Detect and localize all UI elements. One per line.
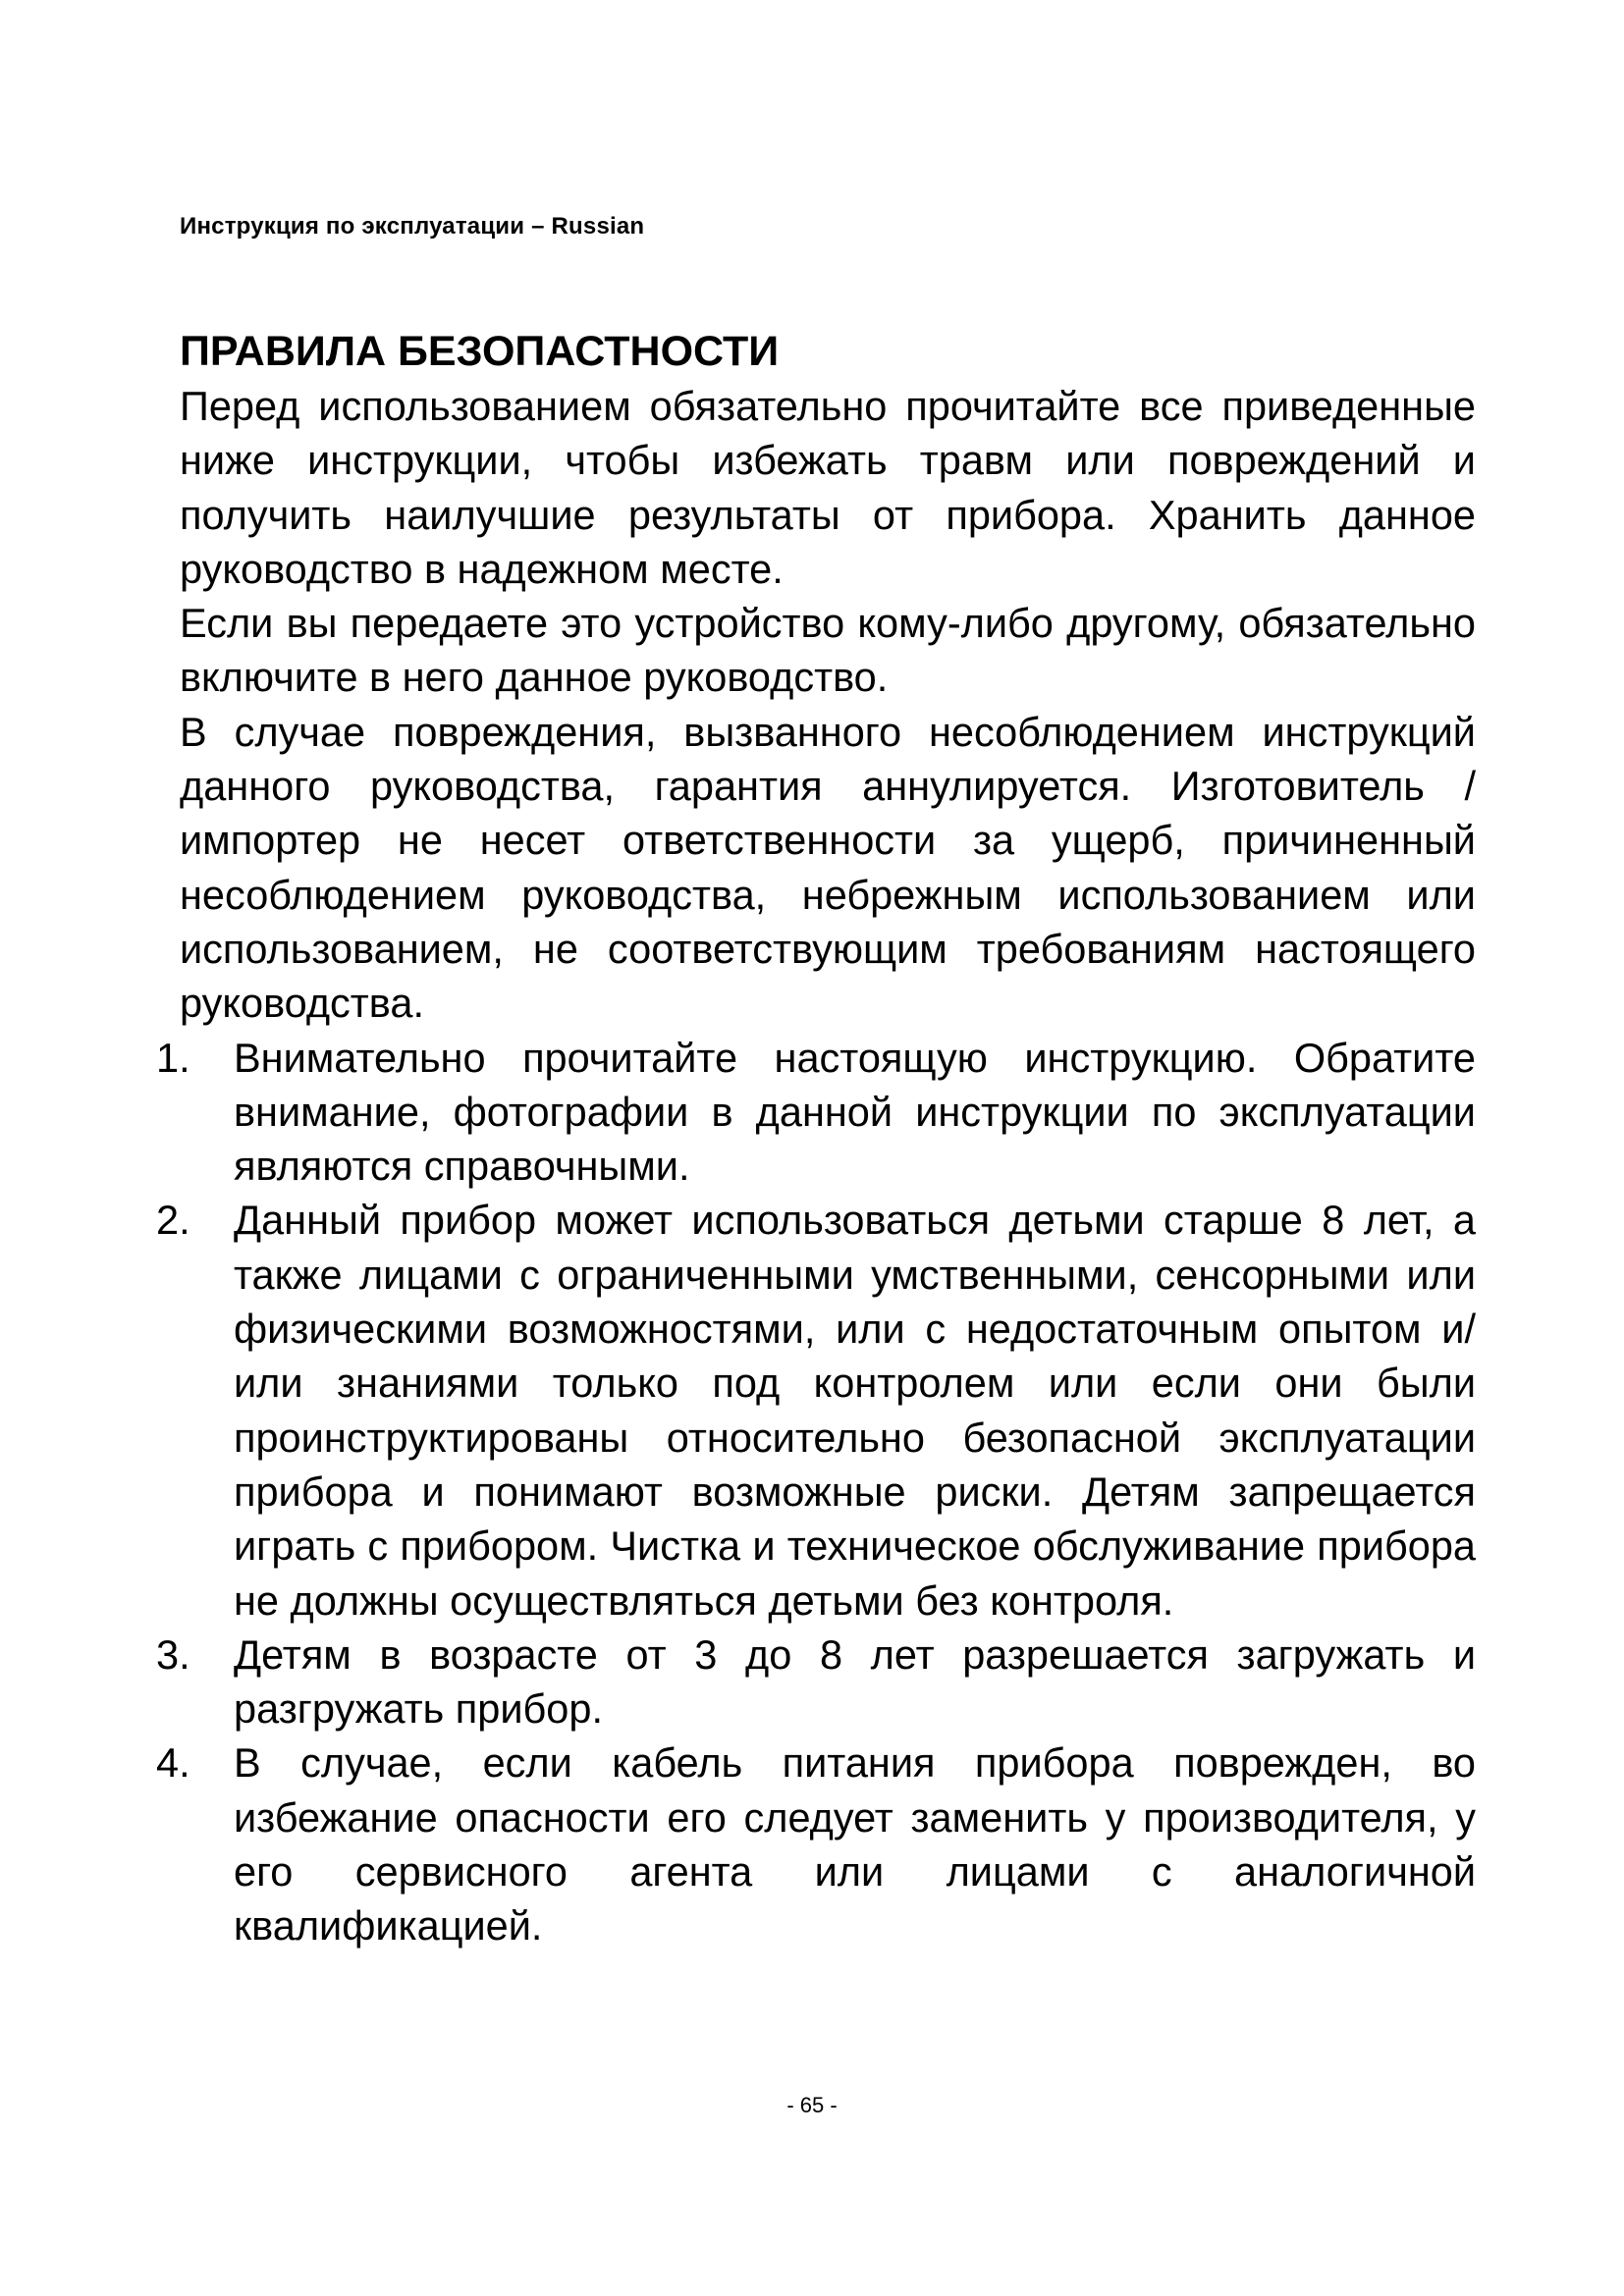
list-item-number: 2. <box>156 1197 190 1244</box>
list-item <box>156 1628 1476 1736</box>
list-item <box>156 1735 1476 1952</box>
list-item-text: Детям в возрасте от 3 до 8 лет разрешается загружать и разгружать прибор. <box>234 1630 1476 1733</box>
safety-rules-list <box>156 1031 1476 1953</box>
list-item <box>156 1031 1476 1194</box>
list-item-number: 1. <box>156 1034 190 1081</box>
running-header: Инструкция по эксплуатации – Russian <box>180 213 645 240</box>
list-item-number: 4. <box>156 1739 190 1787</box>
intro-paragraph: В случае повреждения, вызванного несоблюдением инструкций данного руководства, гарантия аннулируется. Изготовитель / импортер не несет ответственности за ущерб, причиненный несоблюдением руководства, небрежным использованием или использованием, не соответствующим требованиям настоящего руководства. <box>180 708 1476 1027</box>
list-item-text: В случае, если кабель питания прибора поврежден, во избежание опасности его следует заменить у производителя, у его сервисного агента или лицами с аналогичной квалификацией. <box>234 1739 1476 1949</box>
section-title: ПРАВИЛА БЕЗОПАСТНОСТИ <box>180 328 780 375</box>
intro-paragraph: Перед использованием обязательно прочитайте все приведенные ниже инструкции, чтобы избежать травм или повреждений и получить наилучшие результаты от прибора. Хранить данное руководство в надежном месте. <box>180 383 1476 592</box>
intro-paragraph: Если вы передаете это устройство кому-либо другому, обязательно включите в него данное руководство. <box>180 600 1476 701</box>
safety-section <box>156 324 1476 1953</box>
list-item <box>156 1193 1476 1627</box>
list-item-number: 3. <box>156 1630 190 1678</box>
page-number: - 65 - <box>786 2093 838 2117</box>
list-item-text: Данный прибор может использоваться детьми старше 8 лет, а также лицами с ограниченными умственными, сенсорными или физическими возможностями, или с недостаточным опытом и/или знаниями только под контролем или если они были проинструктированы относительно безопасной эксплуатации прибора и понимают возможные риски. Детям запрещается играть с прибором. Чистка и техническое обслуживание прибора не должны осуществляться детьми без контроля. <box>234 1197 1476 1624</box>
list-item-text: Внимательно прочитайте настоящую инструкцию. Обратите внимание, фотографии в данной инструкции по эксплуатации являются справочными. <box>234 1034 1476 1190</box>
